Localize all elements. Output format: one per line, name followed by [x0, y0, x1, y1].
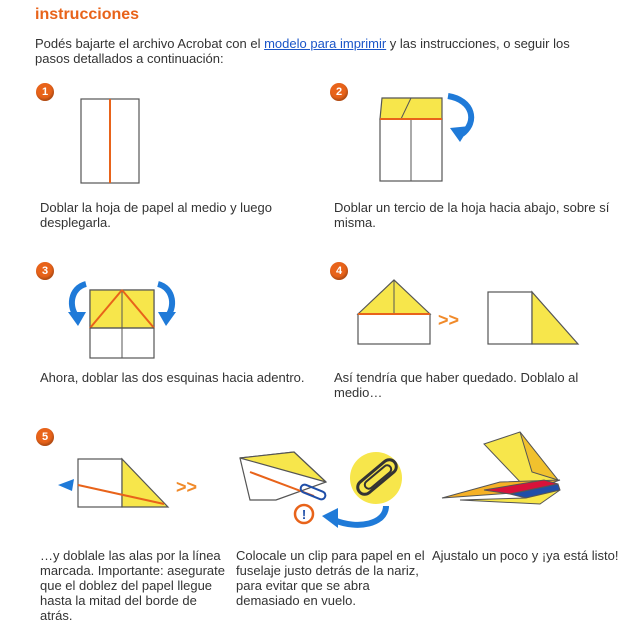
- left-arrow-head-icon: [68, 312, 86, 326]
- step-1-illustration: [80, 98, 140, 184]
- intro-text-before: Podés bajarte el archivo Acrobat con el: [35, 36, 265, 51]
- arrow-head-icon: [450, 126, 470, 142]
- folded-wing-triangle: [532, 292, 578, 344]
- step-4-illustration: [356, 278, 586, 348]
- step-3-badge: 3: [36, 262, 54, 280]
- step-5c-caption: Ajustalo un poco y ¡ya está listo!: [432, 548, 619, 563]
- step-1-caption: Doblar la hoja de papel al medio y luego desplegarla.: [40, 200, 272, 230]
- step-3-caption: Ahora, doblar las dos esquinas hacia adentro.: [40, 370, 305, 385]
- step-3-illustration: [66, 278, 180, 362]
- step-1-badge: 1: [36, 83, 54, 101]
- page-title: instrucciones: [35, 6, 140, 23]
- next-arrows: >>: [438, 310, 460, 330]
- step-2-illustration: [378, 92, 478, 184]
- step-2-badge: 2: [330, 83, 348, 101]
- paper-base: [358, 314, 430, 344]
- next-arrows: >>: [176, 477, 198, 497]
- half-sheet: [488, 292, 532, 344]
- clip-direction-arrow-icon: [334, 506, 386, 525]
- step-5b-caption: Colocale un clip para papel en el fuselaje justo detrás de la nariz, para evitar que se abra demasiado en vuelo.: [236, 548, 425, 608]
- step-4-badge: 4: [330, 262, 348, 280]
- clip-arrow-head-icon: [322, 508, 338, 528]
- right-arrow-head-icon: [158, 312, 176, 326]
- step-5a-illustration: [56, 455, 226, 510]
- nose-pointer-icon: [58, 479, 74, 491]
- step-5a-caption: …y doblale las alas por la línea marcada. Importante: asegurate que el doblez del papel llegue hasta la mitad del borde de atrás.: [40, 548, 225, 623]
- plane-body: [78, 459, 122, 507]
- intro-paragraph: [35, 36, 595, 66]
- print-model-link[interactable]: modelo para imprimir: [264, 36, 387, 51]
- step-4-caption: Así tendría que haber quedado. Doblalo al medio…: [334, 370, 579, 400]
- step-5b-illustration: [236, 450, 416, 530]
- step-5-badge: 5: [36, 428, 54, 446]
- step-2-caption: Doblar un tercio de la hoja hacia abajo, sobre sí misma.: [334, 200, 610, 230]
- folded-flap: [380, 98, 442, 119]
- plane-tail-fin: [484, 432, 558, 486]
- warning-mark: !: [301, 507, 307, 522]
- intro-text-after: y las instrucciones, o seguir los pasos detallados a continuación:: [35, 36, 570, 66]
- step-5c-illustration: [440, 428, 610, 508]
